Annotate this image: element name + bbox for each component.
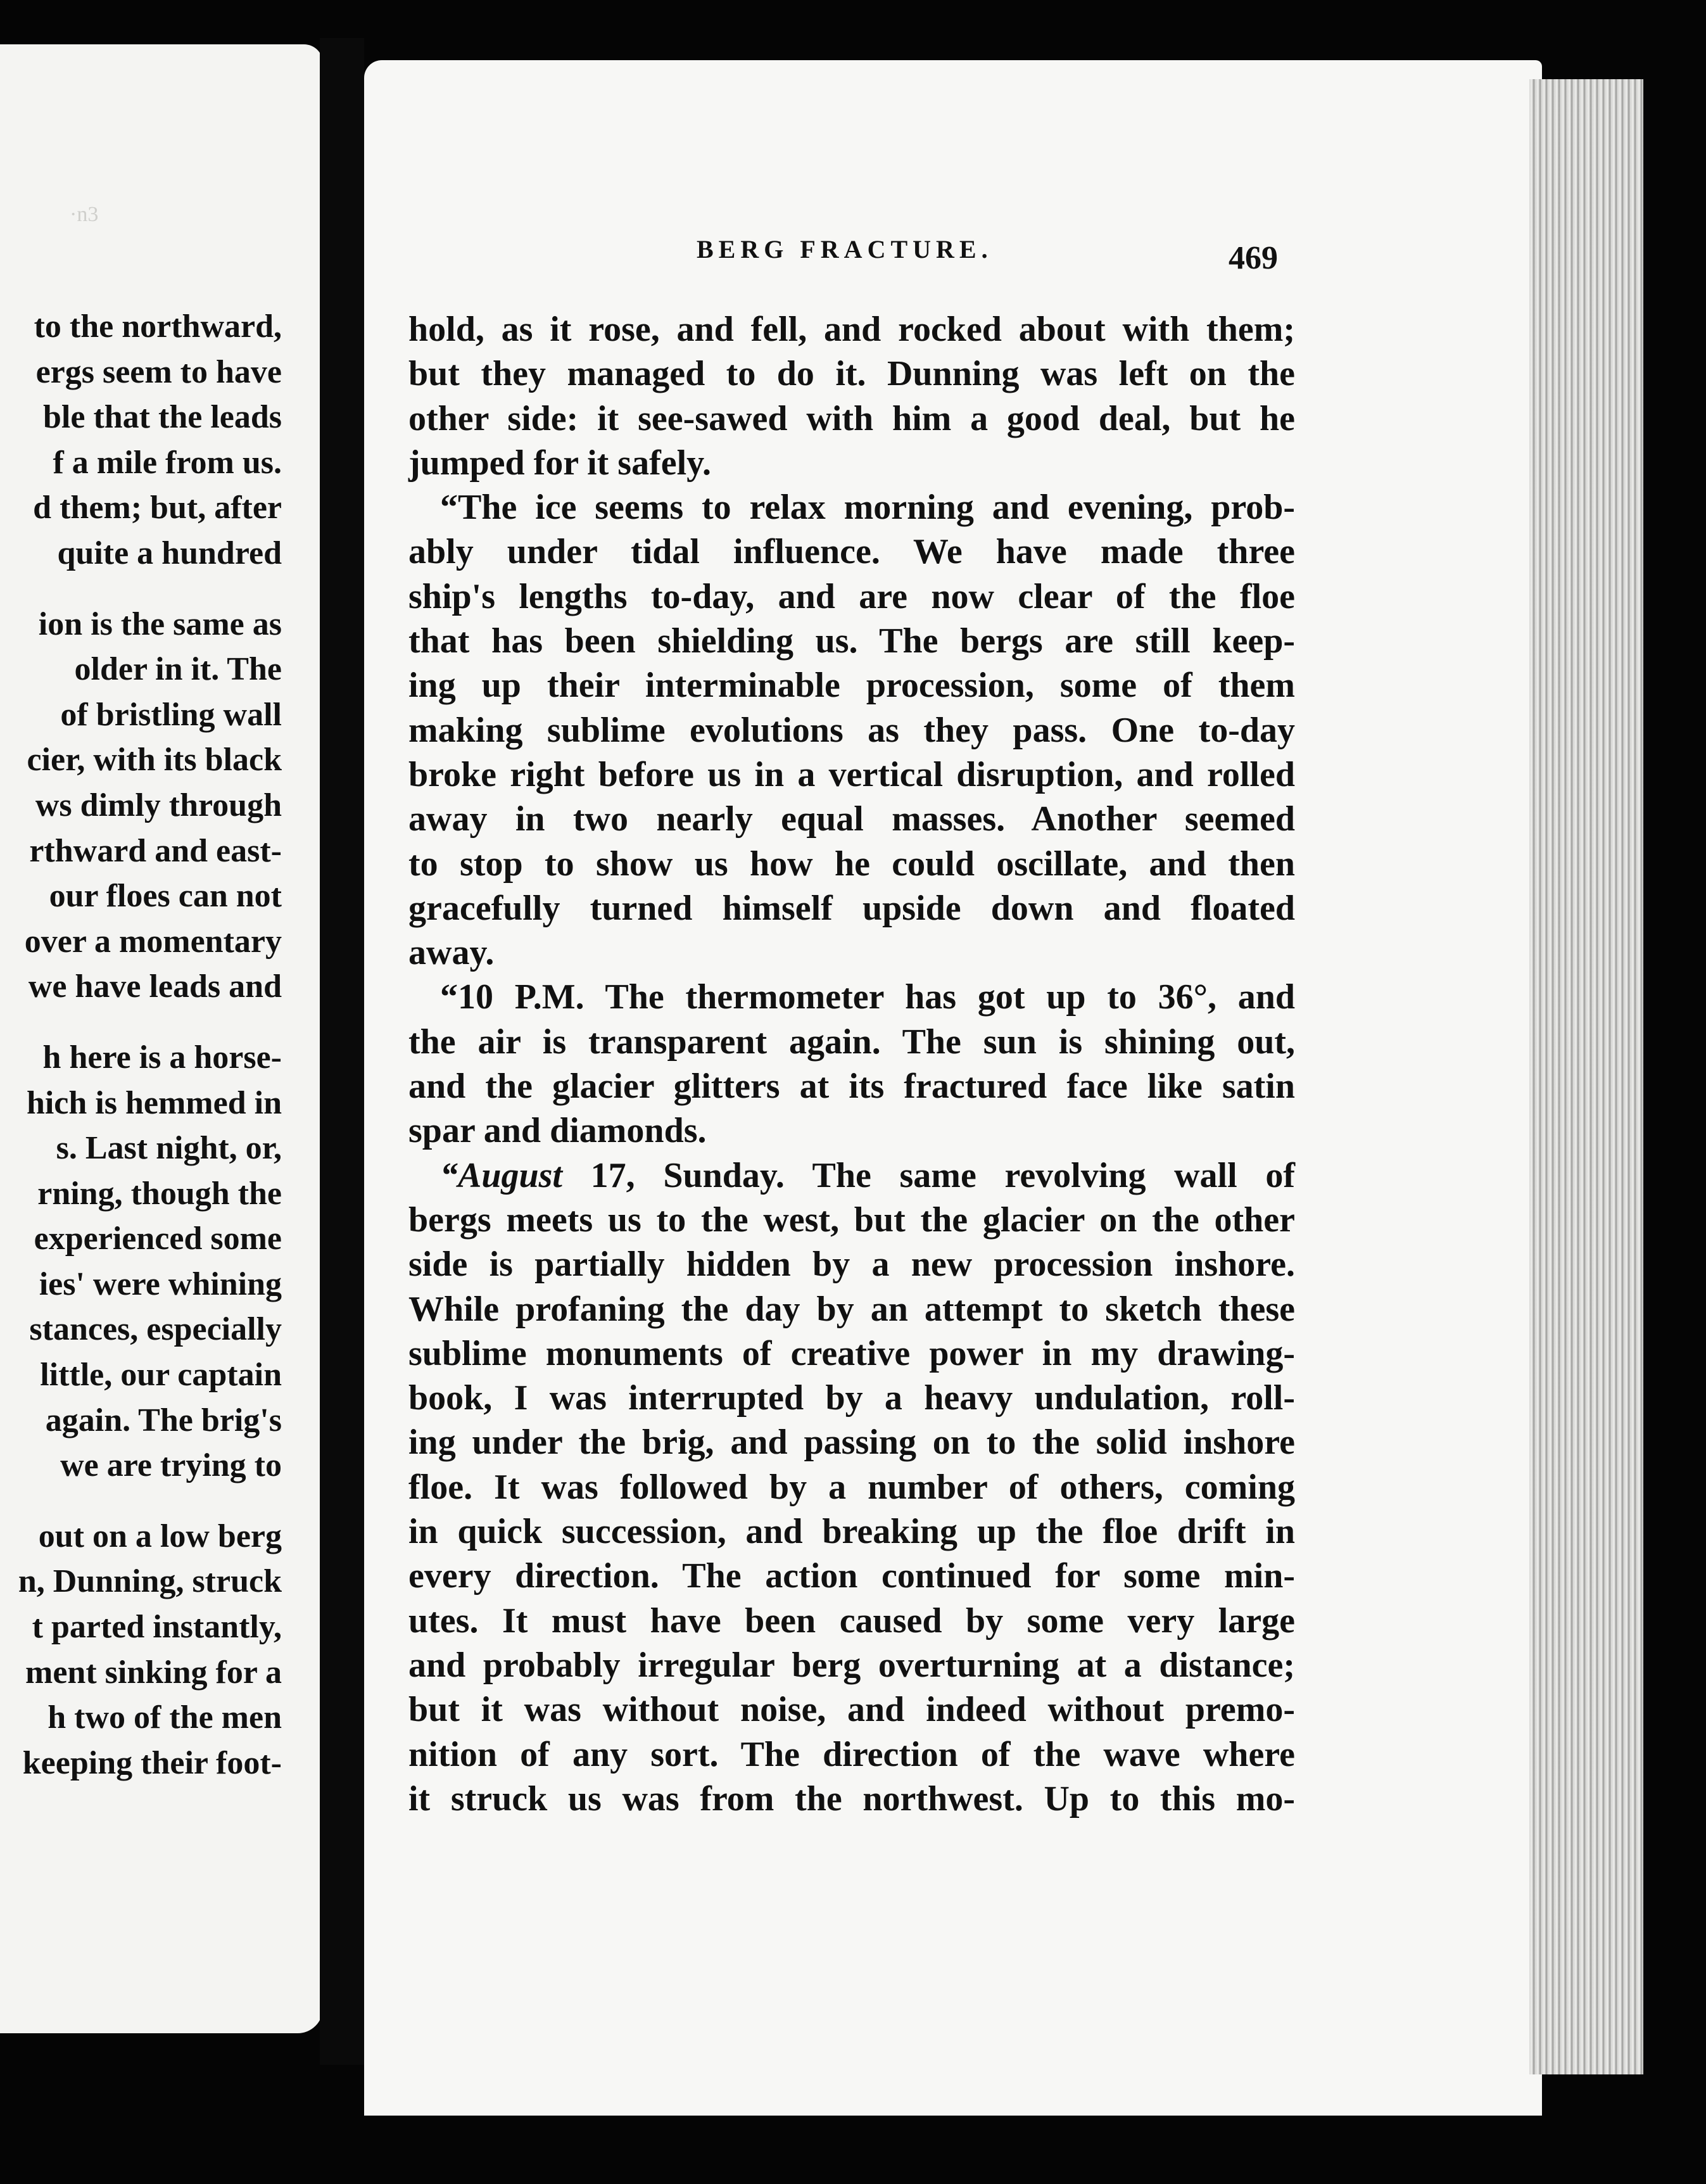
left-line: out on a low berg	[38, 1518, 282, 1554]
left-line: h here is a horse-	[42, 1039, 282, 1076]
left-line: our floes can not	[49, 878, 282, 915]
text-line: gracefully turned himself upside down and floated	[408, 888, 1295, 928]
text-line: utes. It must have been caused by some very large	[408, 1601, 1295, 1641]
text-line: While profaning the day by an attempt to sketch these	[408, 1289, 1295, 1329]
left-line: experienced some	[34, 1221, 282, 1257]
left-line: we are trying to	[60, 1447, 282, 1484]
page-edges	[1529, 79, 1643, 2074]
left-page-text	[0, 304, 282, 1786]
left-line: hich is hemmed in	[26, 1084, 282, 1121]
text-line: in quick succession, and breaking up the floe drift in	[408, 1512, 1295, 1552]
left-line: cier, with its black	[27, 742, 282, 778]
left-page	[0, 44, 323, 2033]
left-line: ws dimly through	[35, 787, 282, 823]
text-line: spar and diamonds.	[408, 1111, 707, 1151]
text-line: floe. It was followed by a number of others, coming	[408, 1467, 1295, 1507]
text-line: hold, as it rose, and fell, and rocked about with them;	[408, 310, 1295, 349]
text-line: bergs meets us to the west, but the glacier on the other	[408, 1200, 1295, 1240]
text-line	[408, 1153, 1295, 1198]
left-line: ment sinking for a	[25, 1654, 282, 1691]
text-line: every direction. The action continued for some min-	[408, 1556, 1295, 1596]
left-line: s. Last night, or,	[56, 1130, 282, 1167]
text-line: but they managed to do it. Dunning was left on the	[408, 354, 1295, 394]
text-line: that has been shielding us. The bergs are still keep-	[408, 621, 1295, 661]
text-line: to stop to show us how he could oscillate, and then	[408, 844, 1295, 884]
left-line: n, Dunning, struck	[18, 1563, 282, 1600]
text-line: “The ice seems to relax morning and evening, prob-	[440, 488, 1295, 528]
text-line: nition of any sort. The direction of the wave where	[408, 1734, 1295, 1774]
left-line: again. The brig's	[45, 1402, 282, 1438]
text-line: “10 P.M. The thermometer has got up to 36°, and	[440, 977, 1295, 1017]
text-line: side is partially hidden by a new procession inshore.	[408, 1245, 1295, 1285]
text-line: other side: it see-sawed with him a good deal, but he	[408, 398, 1295, 438]
page-number: 469	[1229, 240, 1278, 276]
left-line: over a momentary	[24, 923, 282, 960]
left-line: older in it. The	[74, 651, 282, 688]
text-line: broke right before us in a vertical disruption, and rolled	[408, 754, 1295, 794]
left-line: f a mile from us.	[53, 444, 282, 481]
left-page-smudge: ·n3	[70, 203, 99, 226]
left-line: we have leads and	[28, 968, 282, 1005]
text-line: it struck us was from the northwest. Up to this mo-	[408, 1779, 1295, 1819]
text-line: ing under the brig, and passing on to the solid inshore	[408, 1423, 1295, 1463]
left-line: to the northward,	[34, 308, 282, 345]
left-line: stances, especially	[29, 1311, 282, 1348]
text-line: ably under tidal influence. We have made three	[408, 532, 1295, 572]
left-line: d them; but, after	[33, 490, 282, 526]
left-line: rning, though the	[37, 1175, 282, 1212]
left-line: ion is the same as	[38, 606, 282, 642]
left-line: h two of the men	[47, 1699, 282, 1736]
left-line: t parted instantly,	[32, 1609, 282, 1646]
left-line: ies' were whining	[39, 1266, 282, 1302]
text-line: book, I was interrupted by a heavy undulation, roll-	[408, 1378, 1295, 1418]
left-line: ble that the leads	[43, 399, 282, 436]
running-header: BERG FRACTURE.	[697, 235, 993, 263]
text-line: ship's lengths to-day, and are now clear of the floe	[408, 576, 1295, 616]
left-line: ergs seem to have	[35, 353, 282, 390]
text-line: ing up their interminable procession, some of them	[408, 666, 1295, 706]
text-line: making sublime evolutions as they pass. One to-day	[408, 710, 1295, 750]
text-line-rest: 17, Sunday. The same revolving wall of	[590, 1155, 1295, 1195]
text-line: sublime monuments of creative power in my drawing-	[408, 1333, 1295, 1373]
left-line: keeping their foot-	[22, 1744, 282, 1781]
left-line: little, our captain	[40, 1357, 282, 1394]
book-gutter	[320, 38, 364, 2065]
text-line: and probably irregular berg overturning at a distance;	[408, 1645, 1295, 1685]
text-line: but it was without noise, and indeed without premo-	[408, 1690, 1295, 1730]
left-line: of bristling wall	[60, 696, 282, 733]
left-line: quite a hundred	[57, 535, 282, 571]
text-line: away.	[408, 933, 495, 973]
left-line: rthward and east-	[29, 832, 282, 869]
text-line: and the glacier glitters at its fractured face like satin	[408, 1067, 1295, 1107]
italic-date: “August	[440, 1155, 562, 1195]
text-line: the air is transparent again. The sun is shining out,	[408, 1022, 1295, 1062]
text-line: jumped for it safely.	[408, 443, 712, 483]
text-line: away in two nearly equal masses. Another seemed	[408, 799, 1295, 839]
body-text	[408, 307, 1295, 1821]
